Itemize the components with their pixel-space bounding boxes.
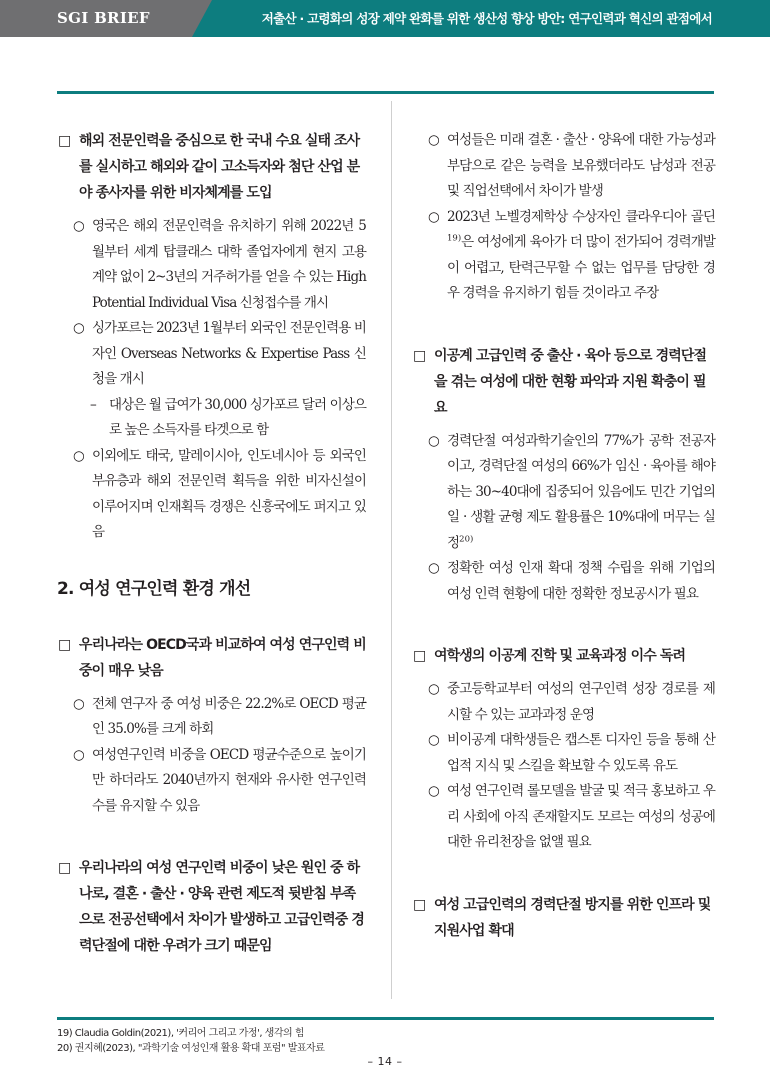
- bullet-item: [412, 556, 715, 607]
- bullet-item: [412, 128, 715, 205]
- circle-bullet-icon: ○: [428, 132, 439, 148]
- top-rule: [57, 91, 714, 94]
- bottom-rule: [57, 1017, 714, 1020]
- bullet-text: 여성들은 미래 결혼 · 출산 · 양육에 대한 가능성과 부담으로 같은 능력을 보유했더라도 남성과 전공 및 직업선택에서 차이가 발생: [447, 132, 715, 199]
- square-bullet-icon: □: [413, 648, 426, 664]
- bullet-item: [57, 316, 366, 393]
- circle-bullet-icon: ○: [428, 783, 439, 799]
- circle-bullet-icon: ○: [428, 208, 439, 225]
- bullet-item: [412, 677, 715, 728]
- bullet-item: [57, 214, 366, 316]
- right-column: [412, 128, 715, 944]
- sub-bullet-text: 대상은 월 급여가 30,000 싱가포르 달러 이상으로 높은 소득자를 타겟으로 함: [109, 396, 366, 438]
- dash-bullet-icon: –: [90, 396, 96, 413]
- bullet-text: 경력단절 여성과학기술인의 77%가 공학 전공자이고, 경력단절 여성의 66%가 임신 · 육아를 해야 하는 30~40대에 집중되어 있음에도 민간 기업의 일 · 생활 균형 제도 활용률은 10%대에 머무는 실정: [447, 432, 715, 551]
- bullet-text: 정확한 여성 인재 확대 정책 수립을 위해 기업의 여성 인력 현황에 대한 정확한 정보공시가 필요: [447, 560, 715, 602]
- circle-bullet-icon: ○: [73, 695, 84, 712]
- report-title: 저출산 · 고령화의 성장 제약 완화를 위한 생산성 향상 방안: 연구인력과 혁신의 관점에서: [261, 11, 712, 26]
- bullet-item: [412, 728, 715, 779]
- key-point-text: 여성 고급인력의 경력단절 방지를 위한 인프라 및 지원사업 확대: [434, 896, 711, 939]
- key-point-text: 우리나라의 여성 연구인력 비중이 낮은 원인 중 하나로, 결혼 · 출산 · 양육 관련 제도적 뒷받침 부족으로 전공선택에서 차이가 발생하고 고급인력중 경력단절에 대한 우려가 크기 때문임: [79, 860, 364, 954]
- section-heading: 2. 여성 연구인력 환경 개선: [57, 578, 251, 599]
- bullet-text: 전체 연구자 중 여성 비중은 22.2%로 OECD 평균인 35.0%를 크게 하회: [92, 695, 366, 737]
- bullet-item: [57, 444, 366, 546]
- bullet-item: [412, 429, 715, 557]
- key-point-text: 이공계 고급인력 중 출산 · 육아 등으로 경력단절을 겪는 여성에 대한 현황 파악과 지원 확충이 필요: [434, 347, 707, 416]
- circle-bullet-icon: ○: [73, 218, 84, 234]
- circle-bullet-icon: ○: [73, 746, 84, 763]
- circle-bullet-icon: ○: [428, 681, 439, 697]
- bullet-item: [412, 779, 715, 856]
- key-point: [412, 643, 715, 669]
- circle-bullet-icon: ○: [73, 447, 84, 464]
- bullet-text: 중고등학교부터 여성의 연구인력 성장 경로를 제시할 수 있는 교과과정 운영: [447, 681, 715, 723]
- bullet-text: 여성연구인력 비중을 OECD 평균수준으로 높이기만 하더라도 2040년까지 현재와 유사한 연구인력수를 유지할 수 있음: [92, 746, 366, 814]
- bullet-text: 은 여성에게 육아가 더 많이 전가되어 경력개발이 어렵고, 탄력근무할 수 없는 업무를 담당한 경우 경력을 유지하기 힘들 것이라고 주장: [447, 234, 715, 301]
- bullet-text: 이외에도 태국, 말레이시아, 인도네시아 등 외국인 부유층과 해외 전문인력 획득을 위한 비자신설이 이루어지며 인재획득 경쟁은 신흥국에도 퍼지고 있음: [92, 447, 366, 540]
- brand-logo: SGI BRIEF: [57, 9, 150, 27]
- bullet-text: 비이공계 대학생들은 캡스톤 디자인 등을 통해 산업적 지식 및 스킬을 확보할 수 있도록 유도: [447, 732, 715, 774]
- square-bullet-icon: □: [413, 347, 426, 364]
- key-point: [57, 632, 366, 684]
- square-bullet-icon: □: [58, 860, 71, 876]
- square-bullet-icon: □: [413, 896, 426, 913]
- sub-bullet-item: [57, 393, 366, 444]
- bullet-text: 2023년 노벨경제학상 수상자인 클라우디아 골딘: [447, 208, 715, 225]
- footnote-19: 19) Claudia Goldin(2021), '커리어 그리고 가정', 생각의 힘: [57, 1028, 304, 1039]
- key-point: [412, 343, 715, 421]
- key-point: [57, 128, 366, 206]
- bullet-item: [57, 743, 366, 820]
- circle-bullet-icon: ○: [428, 560, 439, 576]
- bullet-item: [57, 692, 366, 743]
- key-point: [412, 892, 715, 944]
- key-point-text: 여학생의 이공계 진학 및 교육과정 이수 독려: [434, 648, 686, 664]
- page-number: – 14 –: [367, 1055, 403, 1068]
- square-bullet-icon: □: [58, 636, 71, 653]
- bullet-text: 싱가포르는 2023년 1월부터 외국인 전문인력용 비자인 Overseas Networks & Expertise Pass 신청을 개시: [92, 320, 366, 387]
- square-bullet-icon: □: [58, 133, 71, 149]
- footnote-ref: 19): [447, 233, 462, 244]
- footnote-ref: 20): [459, 534, 474, 544]
- circle-bullet-icon: ○: [428, 732, 439, 748]
- left-column: [57, 128, 366, 959]
- bullet-item: [412, 205, 715, 307]
- bullet-text: 여성 연구인력 롤모델을 발굴 및 적극 홍보하고 우리 사회에 아직 존재할지도 모르는 여성의 성공에 대한 유리천장을 없앨 필요: [447, 783, 715, 850]
- key-point-text: 해외 전문인력을 중심으로 한 국내 수요 실태 조사를 실시하고 해외와 같이 고소득자와 첨단 산업 분야 종사자를 위한 비자체계를 도입: [79, 133, 360, 201]
- footnote-20: 20) 권지혜(2023), "과학기술 여성인재 활용 확대 포럼" 발표자료: [57, 1043, 325, 1054]
- bullet-text: 영국은 해외 전문인력을 유치하기 위해 2022년 5월부터 세계 탑클래스 대학 졸업자에게 현지 고용계약 없이 2~3년의 거주허가를 얻을 수 있는 High Potential Individual Visa 신청접수를 개시: [92, 218, 366, 311]
- column-divider: [391, 101, 392, 999]
- key-point-text: 우리나라는 OECD국과 비교하여 여성 연구인력 비중이 매우 낮음: [79, 636, 366, 679]
- circle-bullet-icon: ○: [73, 320, 84, 336]
- footnotes: [57, 1026, 324, 1056]
- key-point: [57, 855, 366, 959]
- circle-bullet-icon: ○: [428, 432, 439, 449]
